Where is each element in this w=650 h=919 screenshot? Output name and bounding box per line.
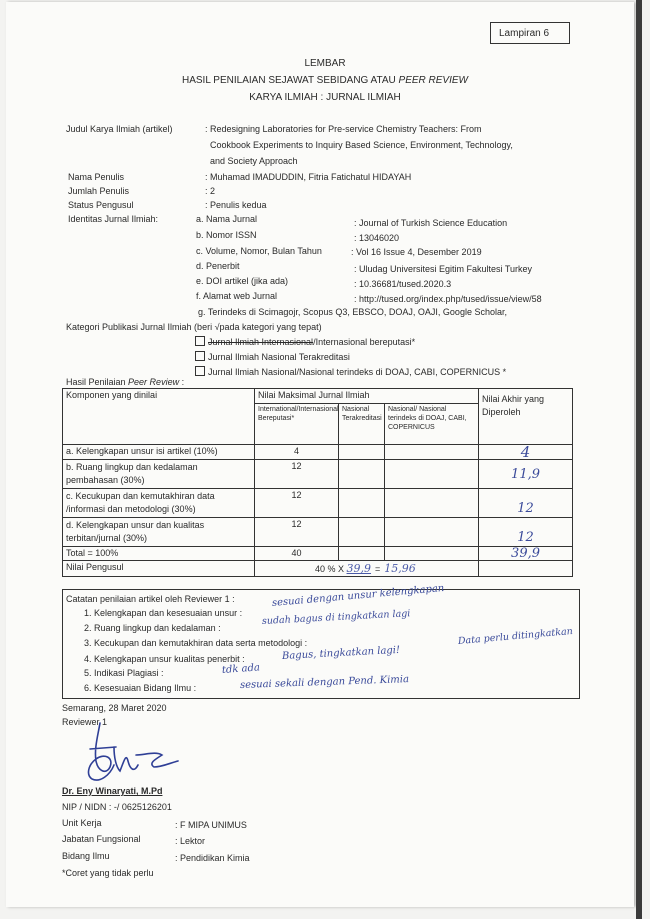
bidang-label: Bidang Ilmu [62, 851, 110, 861]
unit-label: Unit Kerja [62, 818, 102, 828]
jumlah-label: Jumlah Penulis [68, 186, 130, 196]
item-c-label: c. Volume, Nomor, Bulan Tahun [196, 246, 322, 256]
table-row [63, 460, 573, 489]
catatan-item-4-hw: Bagus, tingkatkan lagi! [281, 644, 401, 662]
item-e-value: : 10.36681/tused.2020.3 [354, 279, 452, 289]
table-row-pengusul [63, 561, 573, 577]
catatan-item-1-label: 1. Kelengkapan dan kesesuaian unsur : [84, 608, 243, 618]
total-max: 40 [255, 547, 339, 561]
lampiran-box: Lampiran 6 [490, 22, 570, 44]
hasil-label-a: Hasil Penilaian [66, 377, 129, 387]
hasil-label [66, 377, 184, 387]
catatan-item-6-label: 6. Kesesuaian Bidang Ilmu : [84, 683, 197, 693]
row-a-max: 4 [255, 445, 339, 460]
title-karya: KARYA ILMIAH : JURNAL ILMIAH [249, 92, 401, 103]
table-row [63, 518, 573, 547]
row-c-empty-1 [339, 489, 385, 518]
title-hasil-text: HASIL PENILAIAN SEJAWAT SEBIDANG ATAU [181, 75, 399, 86]
jumlah-value: : 2 [205, 186, 216, 196]
row-b-score: 11,9 [479, 460, 573, 489]
status-label: Status Pengusul [68, 200, 134, 210]
item-c-value: : Vol 16 Issue 4, Desember 2019 [351, 247, 482, 257]
total-score: 39,9 [479, 547, 573, 561]
checkbox-icon[interactable] [195, 366, 205, 376]
judul-line-1: : Redesigning Laboratories for Pre-service Chemistry Teachers: From [205, 124, 482, 134]
kategori-label-text: Kategori Publikasi Jurnal Ilmiah (beri [66, 322, 215, 332]
signature-image [70, 715, 180, 787]
row-b-empty-2 [385, 460, 479, 489]
pengusul-formula-text: 40 % X [315, 564, 347, 574]
footer-reviewer: Reviewer 1 [62, 717, 108, 727]
row-d-empty-1 [339, 518, 385, 547]
kategori-option-3[interactable] [195, 366, 506, 377]
table-row [63, 489, 573, 518]
title-hasil [0, 75, 650, 86]
pengusul-formula [255, 561, 479, 577]
row-c-max: 12 [255, 489, 339, 518]
option-3-text: Jurnal Ilmiah Nasional/Nasional terindeks di DOAJ, CABI, COPERNICUS * [208, 367, 507, 377]
nama-label: Nama Penulis [68, 172, 125, 182]
option-1-strike: Jurnal Ilmiah Internasional [208, 337, 314, 347]
total-empty-2 [385, 547, 479, 561]
row-c-label: c. Kecukupan dan kemutakhiran data /informasi dan metodologi (30%) [63, 489, 255, 518]
row-b-max: 12 [255, 460, 339, 489]
signature-stroke [89, 723, 178, 780]
status-value: : Penulis kedua [205, 200, 267, 210]
kategori-label-rest: pada kategori yang tepat) [219, 322, 322, 332]
item-g: g. Terindeks di Scimagojr, Scopus Q3, EBSCO, DOAJ, OAJI, Google Scholar, [198, 307, 507, 317]
kategori-option-2[interactable] [195, 351, 350, 362]
header-nilai-maks: Nilai Maksimal Jurnal Ilmiah [255, 389, 479, 404]
pengusul-eq: = [375, 564, 381, 574]
kategori-label [66, 322, 322, 332]
total-label: Total = 100% [63, 547, 255, 561]
judul-line-2: Cookbook Experiments to Inquiry Based Science, Environment, Technology, [210, 140, 513, 150]
coret-note: *Coret yang tidak perlu [62, 868, 154, 878]
pengusul-label: Nilai Pengusul [63, 561, 255, 577]
item-a-value: : Journal of Turkish Science Education [354, 218, 508, 228]
hasil-label-b: Peer Review [128, 377, 180, 387]
option-1-text: /Internasional bereputasi* [313, 337, 416, 347]
catatan-item-2-label: 2. Ruang lingkup dan kedalaman : [84, 623, 221, 633]
catatan-item-5-hw: tdk ada [221, 662, 261, 676]
title-lembar: LEMBAR [304, 58, 346, 69]
catatan-item-5-label: 5. Indikasi Plagiasi : [84, 668, 164, 678]
pengusul-empty [479, 561, 573, 577]
catatan-item-3-hw: Data perlu ditingkatkan [457, 625, 574, 647]
item-a-label: a. Nama Jurnal [196, 214, 258, 224]
table-row-total [63, 547, 573, 561]
row-c-empty-2 [385, 489, 479, 518]
row-d-empty-2 [385, 518, 479, 547]
catatan-item-1-hw: sesuai dengan unsur kelengkapan [271, 582, 445, 609]
header-komponen: Komponen yang dinilai [63, 389, 255, 445]
option-2-text: Jurnal Ilmiah Nasional Terakreditasi [208, 352, 350, 362]
unit-value: : F MIPA UNIMUS [175, 820, 247, 830]
nama-value: : Muhamad IMADUDDIN, Fitria Fatichatul HIDAYAH [205, 172, 412, 182]
item-d-label: d. Penerbit [196, 261, 240, 271]
catatan-title: Catatan penilaian artikel oleh Reviewer 1 : [66, 594, 235, 604]
table-row [63, 445, 573, 460]
hasil-label-c: : [179, 377, 185, 387]
catatan-item-6-hw: sesuai sekali dengan Pend. Kimia [239, 674, 410, 691]
header-nasional-indeks: Nasional/ Nasional terindeks di DOAJ, CABI, COPERNICUS [385, 404, 479, 445]
footer-date: Semarang, 28 Maret 2020 [62, 703, 167, 713]
row-a-empty-2 [385, 445, 479, 460]
header-nasional: Nasional Terakreditasi [339, 404, 385, 445]
row-d-score: 12 [479, 518, 573, 547]
bidang-value: : Pendidikan Kimia [175, 853, 250, 863]
pengusul-hw-1: 39,9 [346, 562, 372, 575]
catatan-item-3-label: 3. Kecukupan dan kemutakhiran data serta metodologi : [84, 638, 308, 648]
item-f-value: : http://tused.org/index.php/tused/issue/view/58 [354, 294, 542, 304]
header-nilai-akhir: Nilai Akhir yang Diperoleh [479, 389, 573, 445]
catatan-item-2-hw: sudah bagus di tingkatkan lagi [261, 608, 411, 627]
row-c-score: 12 [479, 489, 573, 518]
peer-review-table [62, 388, 573, 577]
item-b-label: b. Nomor ISSN [196, 230, 257, 240]
jabatan-label: Jabatan Fungsional [62, 834, 141, 844]
judul-label: Judul Karya Ilmiah (artikel) [66, 124, 173, 134]
identitas-label: Identitas Jurnal Ilmiah: [68, 214, 159, 224]
item-b-value: : 13046020 [354, 233, 400, 243]
kategori-option-1[interactable] [195, 336, 415, 347]
item-f-label: f. Alamat web Jurnal [196, 291, 278, 301]
catatan-item-4-label: 4. Kelengkapan unsur kualitas penerbit : [84, 654, 245, 664]
row-a-score: 4 [479, 445, 573, 460]
row-d-label: d. Kelengkapan unsur dan kualitas terbitan/jurnal (30%) [63, 518, 255, 547]
title-peer-review: PEER REVIEW [398, 75, 468, 86]
checkbox-icon[interactable] [195, 336, 205, 346]
row-b-label: b. Ruang lingkup dan kedalaman pembahasan (30%) [63, 460, 255, 489]
row-b-empty-1 [339, 460, 385, 489]
total-empty-1 [339, 547, 385, 561]
row-a-label: a. Kelengkapan unsur isi artikel (10%) [63, 445, 255, 460]
judul-line-3: and Society Approach [210, 156, 298, 166]
reviewer-nip: NIP / NIDN : -/ 0625126201 [62, 802, 172, 812]
row-a-empty-1 [339, 445, 385, 460]
scan-edge [636, 0, 642, 919]
check-mark-icon: √ [214, 322, 220, 332]
jabatan-value: : Lektor [175, 836, 206, 846]
pengusul-hw-2: 15,96 [384, 562, 416, 575]
header-intl: International/Internasional Bereputasi* [255, 404, 339, 445]
reviewer-name: Dr. Eny Winaryati, M.Pd [62, 786, 163, 796]
checkbox-icon[interactable] [195, 351, 205, 361]
item-d-value: : Uludag Universitesi Egitim Fakultesi Turkey [354, 264, 533, 274]
item-e-label: e. DOI artikel (jika ada) [196, 276, 289, 286]
row-d-max: 12 [255, 518, 339, 547]
